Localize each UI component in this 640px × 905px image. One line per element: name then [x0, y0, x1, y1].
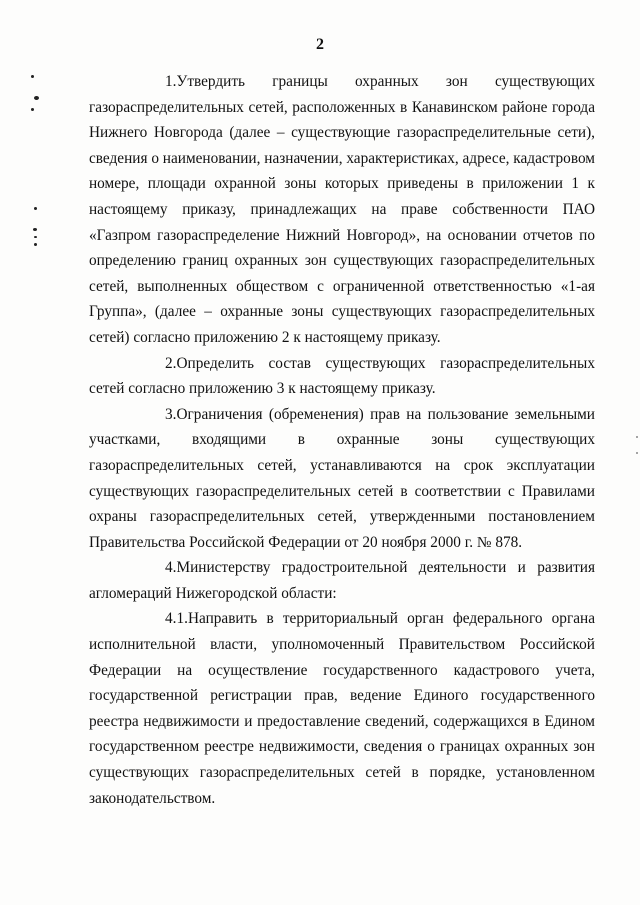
paragraph-1	[89, 69, 595, 351]
scan-speck-3	[31, 108, 34, 111]
paragraph-3	[89, 402, 595, 556]
paragraph-number: 4.	[165, 559, 177, 577]
scan-speck-7	[34, 243, 37, 246]
scan-speck-6	[34, 236, 37, 238]
paragraph-number: 4.1.	[165, 610, 188, 628]
paragraph-text: Определить состав существующих газораспределительных сетей согласно приложению 3 к настоящему приказу.	[89, 354, 595, 398]
paragraph-number: 3.	[165, 405, 177, 423]
page-number: 2	[316, 36, 324, 53]
paragraph-number: 2.	[165, 354, 177, 372]
document-body	[89, 69, 595, 811]
scan-speck-4	[34, 207, 37, 210]
scan-speck-9	[636, 452, 638, 454]
paragraph-4-1	[89, 606, 595, 811]
paragraph-text: Ограничения (обременения) прав на пользование земельными участками, входящими в охранные зоны существующих газораспределительных сетей, устанавливаются на срок эксплуатации существующих газораспределительных сетей в соответствии с Правилами охраны газораспределительных сетей, утвержденными постановлением Правительства Российской Федерации от 20 ноября 2000 г. № 878.	[89, 405, 595, 551]
paragraph-text: Министерству градостроительной деятельности и развития агломераций Нижегородской области:	[89, 559, 595, 602]
paragraph-number: 1.	[165, 73, 177, 90]
paragraph-2	[89, 351, 595, 402]
scan-speck-5	[33, 228, 37, 231]
paragraph-4	[89, 555, 595, 606]
scan-speck-2	[34, 96, 39, 100]
paragraph-text: Утвердить границы охранных зон существующих газораспределительных сетей, расположенных в Канавинском районе города Нижнего Новгорода (далее – существующие газораспределительные сети), сведения о наименовании, назначении, характеристиках, адресе, кадастровом номере, площади охранной зоны которых приведены в приложении 1 к настоящему приказу, принадлежащих на праве собственности ПАО «Газпром газораспределение Нижний Новгород», на основании отчетов по определению границ охранных зон существующих газораспределительных сетей, выполненных обществом с ограниченной ответственностью «1-ая Группа», (далее – охранные зоны существующих газораспределительных сетей) согласно приложению 2 к настоящему приказу.	[89, 73, 595, 346]
scan-speck-1	[31, 75, 34, 78]
scan-speck-8	[636, 436, 638, 438]
paragraph-text: Направить в территориальный орган федерального органа исполнительной власти, уполномоченный Правительством Российской Федерации на осуществление государственного кадастрового учета, государственной регистрации прав, ведение Единого государственного реестра недвижимости и предоставление сведений, содержащихся в Едином государственном реестре недвижимости, сведения о границах охранных зон существующих газораспределительных сетей в порядке, установленном законодательством.	[89, 610, 595, 807]
